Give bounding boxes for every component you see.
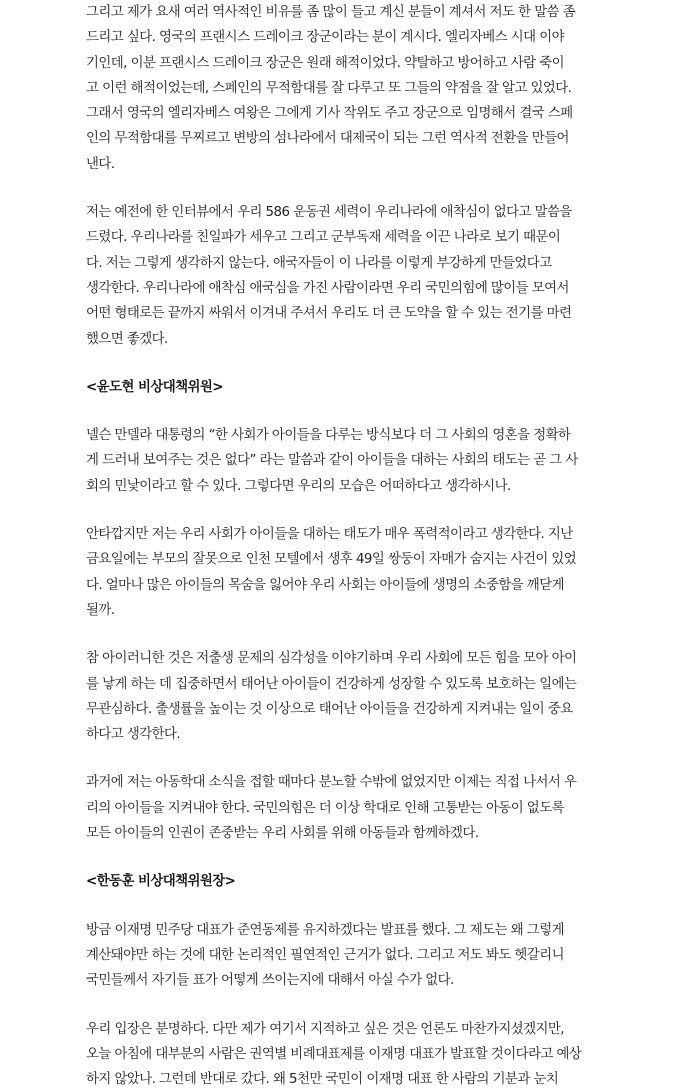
paragraph-gap bbox=[86, 747, 662, 770]
paragraph-line: 기인데, 이분 프랜시스 드레이크 장군은 원래 해적이었다. 약탈하고 방어하고 사람 죽이 bbox=[86, 51, 662, 76]
paragraph-line: 넬슨 만델라 대통령의 “한 사회가 아이들을 다루는 방식보다 더 그 사회의 영혼을 정확하 bbox=[86, 423, 662, 448]
paragraph bbox=[86, 423, 662, 499]
paragraph-line: 국민들께서 자기들 표가 어떻게 쓰이는지에 대해서 아실 수가 없다. bbox=[86, 968, 662, 993]
paragraph-line: 낸다. bbox=[86, 152, 662, 177]
paragraph bbox=[86, 918, 662, 994]
heading-text: <한동훈 비상대책위원장> bbox=[86, 869, 662, 894]
paragraph-line: 될까. bbox=[86, 598, 662, 623]
heading-text: <윤도현 비상대책위원> bbox=[86, 375, 662, 400]
paragraph-line: 어떤 형태로든 끝까지 싸워서 이겨내 주셔서 우리도 더 큰 도약을 할 수 있는 전기를 마련 bbox=[86, 301, 662, 326]
paragraph-line: 회의 민낯이라고 할 수 있다. 그렇다면 우리의 모습은 어떠하다고 생각하시나. bbox=[86, 474, 662, 499]
paragraph-line: 하다고 생각한다. bbox=[86, 722, 662, 747]
section-heading bbox=[86, 869, 662, 894]
paragraph-line: 게 드러내 보여주는 것은 없다” 라는 말씀과 같이 아이들을 대하는 사회의 태도는 곧 그 사 bbox=[86, 448, 662, 473]
paragraph-line: 그래서 영국의 엘리자베스 여왕은 그에게 기사 작위도 주고 장군으로 임명해서 결국 스페 bbox=[86, 101, 662, 126]
paragraph-line: 금요일에는 부모의 잘못으로 인천 모텔에서 생후 49일 쌍둥이 자매가 숨지는 사건이 있었 bbox=[86, 547, 662, 572]
paragraph-line: 방금 이재명 민주당 대표가 준연동제를 유지하겠다는 발표를 했다. 그 제도는 왜 그렇게 bbox=[86, 918, 662, 943]
paragraph-line: 를 낳게 하는 데 집중하면서 태어난 아이들이 건강하게 성장할 수 있도록 보호하는 일에는 bbox=[86, 672, 662, 697]
paragraph-line: 생각한다. 우리나라에 애착심 애국심을 가진 사람이라면 우리 국민의힘에 많이들 모여서 bbox=[86, 276, 662, 301]
paragraph-line: 그리고 제가 요새 여러 역사적인 비유를 좀 많이 들고 계신 분들이 계셔서 저도 한 말씀 좀 bbox=[86, 0, 662, 25]
paragraph-line: 드리고 싶다. 영국의 프랜시스 드레이크 장군이라는 분이 계시다. 엘리자베스 시대 이야 bbox=[86, 25, 662, 50]
paragraph-line: 인의 무적함대를 무찌르고 변방의 섬나라에서 대제국이 되는 그런 역사적 전환을 만들어 bbox=[86, 126, 662, 151]
paragraph-line: 다. 저는 그렇게 생각하지 않는다. 애국자들이 이 나라를 이렇게 부강하게 만들었다고 bbox=[86, 251, 662, 276]
paragraph bbox=[86, 200, 662, 352]
paragraph bbox=[86, 0, 662, 177]
paragraph bbox=[86, 522, 662, 623]
paragraph-line: 과거에 저는 아동학대 소식을 접할 때마다 분노할 수밖에 없었지만 이제는 직접 나서서 우 bbox=[86, 770, 662, 795]
paragraph-line: 다. 얼마나 많은 아이들의 목숨을 잃어야 우리 사회는 아이들에 생명의 소중함을 깨닫게 bbox=[86, 573, 662, 598]
paragraph-line: 계산돼야만 하는 것에 대한 논리적인 필연적인 근거가 없다. 그리고 저도 봐도 헷갈리니 bbox=[86, 943, 662, 968]
paragraph-line: 우리 입장은 분명하다. 다만 제가 여기서 지적하고 싶은 것은 언론도 마찬가지셨겠지만, bbox=[86, 1017, 662, 1042]
paragraph-gap bbox=[86, 400, 662, 423]
paragraph bbox=[86, 646, 662, 747]
section-heading bbox=[86, 375, 662, 400]
paragraph-gap bbox=[86, 994, 662, 1017]
paragraph-line: 하지 않았나. 그런데 반대로 갔다. 왜 5천만 국민이 이재명 대표 한 사람의 기분과 눈치 bbox=[86, 1067, 662, 1092]
paragraph-gap bbox=[86, 352, 662, 375]
paragraph-gap bbox=[86, 846, 662, 869]
paragraph-line: 저는 예전에 한 인터뷰에서 우리 586 운동권 세력이 우리나라에 애착심이 없다고 말씀을 bbox=[86, 200, 662, 225]
paragraph-line: 리의 아이들을 지켜내야 한다. 국민의힘은 더 이상 학대로 인해 고통받는 아동이 없도록 bbox=[86, 796, 662, 821]
paragraph bbox=[86, 1017, 662, 1092]
paragraph-line: 고 이런 해적이었는데, 스페인의 무적함대를 잘 다루고 또 그들의 약점을 잘 알고 있었다. bbox=[86, 76, 662, 101]
paragraph bbox=[86, 770, 662, 846]
paragraph-line: 드렸다. 우리나라를 친일파가 세우고 그리고 군부독재 세력을 이끈 나라로 보기 때문이 bbox=[86, 225, 662, 250]
paragraph-line: 안타깝지만 저는 우리 사회가 아이들을 대하는 태도가 매우 폭력적이라고 생각한다. 지난 bbox=[86, 522, 662, 547]
paragraph-gap bbox=[86, 623, 662, 646]
paragraph-gap bbox=[86, 895, 662, 918]
paragraph-line: 참 아이러니한 것은 저출생 문제의 심각성을 이야기하며 우리 사회에 모든 힘을 모아 아이 bbox=[86, 646, 662, 671]
paragraph-gap bbox=[86, 499, 662, 522]
paragraph-gap bbox=[86, 177, 662, 200]
paragraph-line: 했으면 좋겠다. bbox=[86, 327, 662, 352]
paragraph-line: 무관심하다. 출생률을 높이는 것 이상으로 태어난 아이들을 건강하게 지켜내는 일이 중요 bbox=[86, 697, 662, 722]
paragraph-line: 모든 아이들의 인권이 존중받는 우리 사회를 위해 아동들과 함께하겠다. bbox=[86, 821, 662, 846]
paragraph-line: 오늘 아침에 대부분의 사람은 권역별 비례대표제를 이재명 대표가 발표할 것이다라고 예상 bbox=[86, 1042, 662, 1067]
